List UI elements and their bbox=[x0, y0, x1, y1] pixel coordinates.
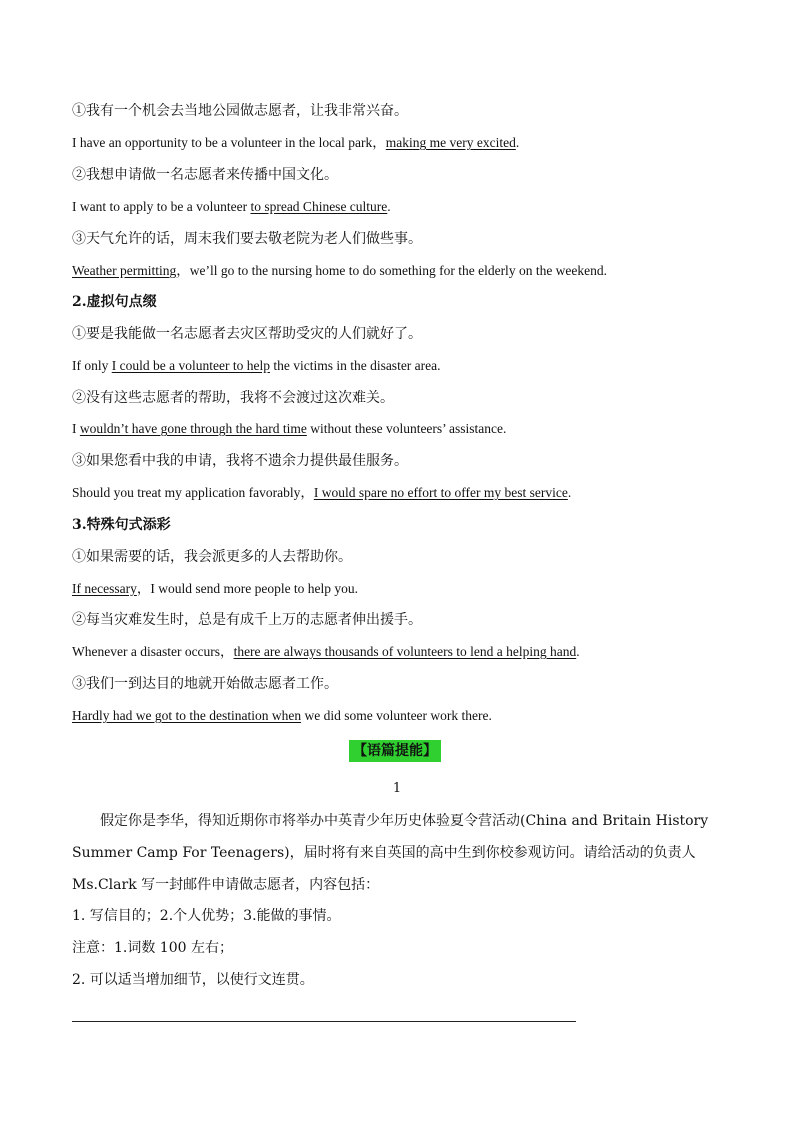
underlined-phrase: there are always thousands of volunteers to lend a helping hand bbox=[233, 644, 577, 659]
item-1-chinese: ①我有一个机会去当地公园做志愿者，让我非常兴奋。 bbox=[72, 103, 408, 119]
underlined-phrase: wouldn’t have gone through the hard time bbox=[79, 421, 307, 436]
item-9-english: Hardly had we got to the destination when we did some volunteer work there. bbox=[72, 708, 492, 723]
underlined-phrase: If necessary bbox=[72, 581, 137, 596]
item-4-english: If only I could be a volunteer to help the victims in the disaster area. bbox=[72, 358, 441, 373]
item-7-chinese: ①如果需要的话，我会派更多的人去帮助你。 bbox=[72, 549, 352, 565]
underlined-phrase: I would spare no effort to offer my best service bbox=[313, 485, 568, 500]
underlined-phrase: Weather permitting bbox=[72, 263, 177, 278]
question-number: 1 bbox=[392, 781, 402, 796]
item-2-chinese: ②我想申请做一名志愿者来传播中国文化。 bbox=[72, 167, 338, 183]
item-1-english: I have an opportunity to be a volunteer in the local park，making me very excited. bbox=[72, 135, 520, 150]
heading-subjunctive: 2.虚拟句点缀 bbox=[72, 294, 157, 310]
task-note-2: 2. 可以适当增加细节，以使行文连贯。 bbox=[72, 972, 314, 988]
task-note-1: 注意：1.词数 100 左右； bbox=[72, 940, 233, 956]
item-6-english: Should you treat my application favorably，I would spare no effort to offer my best service. bbox=[72, 485, 572, 500]
answer-line[interactable] bbox=[72, 1021, 576, 1022]
underlined-phrase: Hardly had we got to the destination when bbox=[72, 708, 302, 723]
item-8-chinese: ②每当灾难发生时，总是有成千上万的志愿者伸出援手。 bbox=[72, 612, 422, 628]
item-6-chinese: ③如果您看中我的申请，我将不遗余力提供最佳服务。 bbox=[72, 453, 408, 469]
item-3-english: Weather permitting，we’ll go to the nursing home to do something for the elderly on the weekend. bbox=[72, 263, 608, 278]
task-requirements: 1. 写信目的；2.个人优势；3.能做的事情。 bbox=[72, 908, 341, 924]
underlined-phrase: I could be a volunteer to help bbox=[111, 358, 270, 373]
item-3-chinese: ③天气允许的话，周末我们要去敬老院为老人们做些事。 bbox=[72, 231, 422, 247]
item-4-chinese: ①要是我能做一名志愿者去灾区帮助受灾的人们就好了。 bbox=[72, 326, 422, 342]
underlined-phrase: to spread Chinese culture bbox=[250, 199, 388, 214]
section-tag-highlight: 【语篇提能】 bbox=[349, 740, 441, 762]
item-9-chinese: ③我们一到达目的地就开始做志愿者工作。 bbox=[72, 676, 338, 692]
item-2-english: I want to apply to be a volunteer to spread Chinese culture. bbox=[72, 199, 391, 214]
task-paragraph: 假定你是李华，得知近期你市将举办中英青少年历史体验夏令营活动(China and Britain History Summer Camp For Teenagers)，届时将有来自英国的高中生到你校参观访问。请给活动的负责人 Ms.Clark 写一封邮件申请做志愿者，内容包括： bbox=[72, 813, 709, 893]
underlined-phrase: making me very excited bbox=[385, 135, 516, 150]
heading-special-sentences: 3.特殊句式添彩 bbox=[72, 517, 171, 533]
item-7-english: If necessary，I would send more people to help you. bbox=[72, 581, 359, 596]
item-8-english: Whenever a disaster occurs，there are always thousands of volunteers to lend a helping hand. bbox=[72, 644, 580, 659]
item-5-english: I wouldn’t have gone through the hard time without these volunteers’ assistance. bbox=[72, 421, 507, 436]
item-5-chinese: ②没有这些志愿者的帮助，我将不会渡过这次难关。 bbox=[72, 390, 394, 406]
